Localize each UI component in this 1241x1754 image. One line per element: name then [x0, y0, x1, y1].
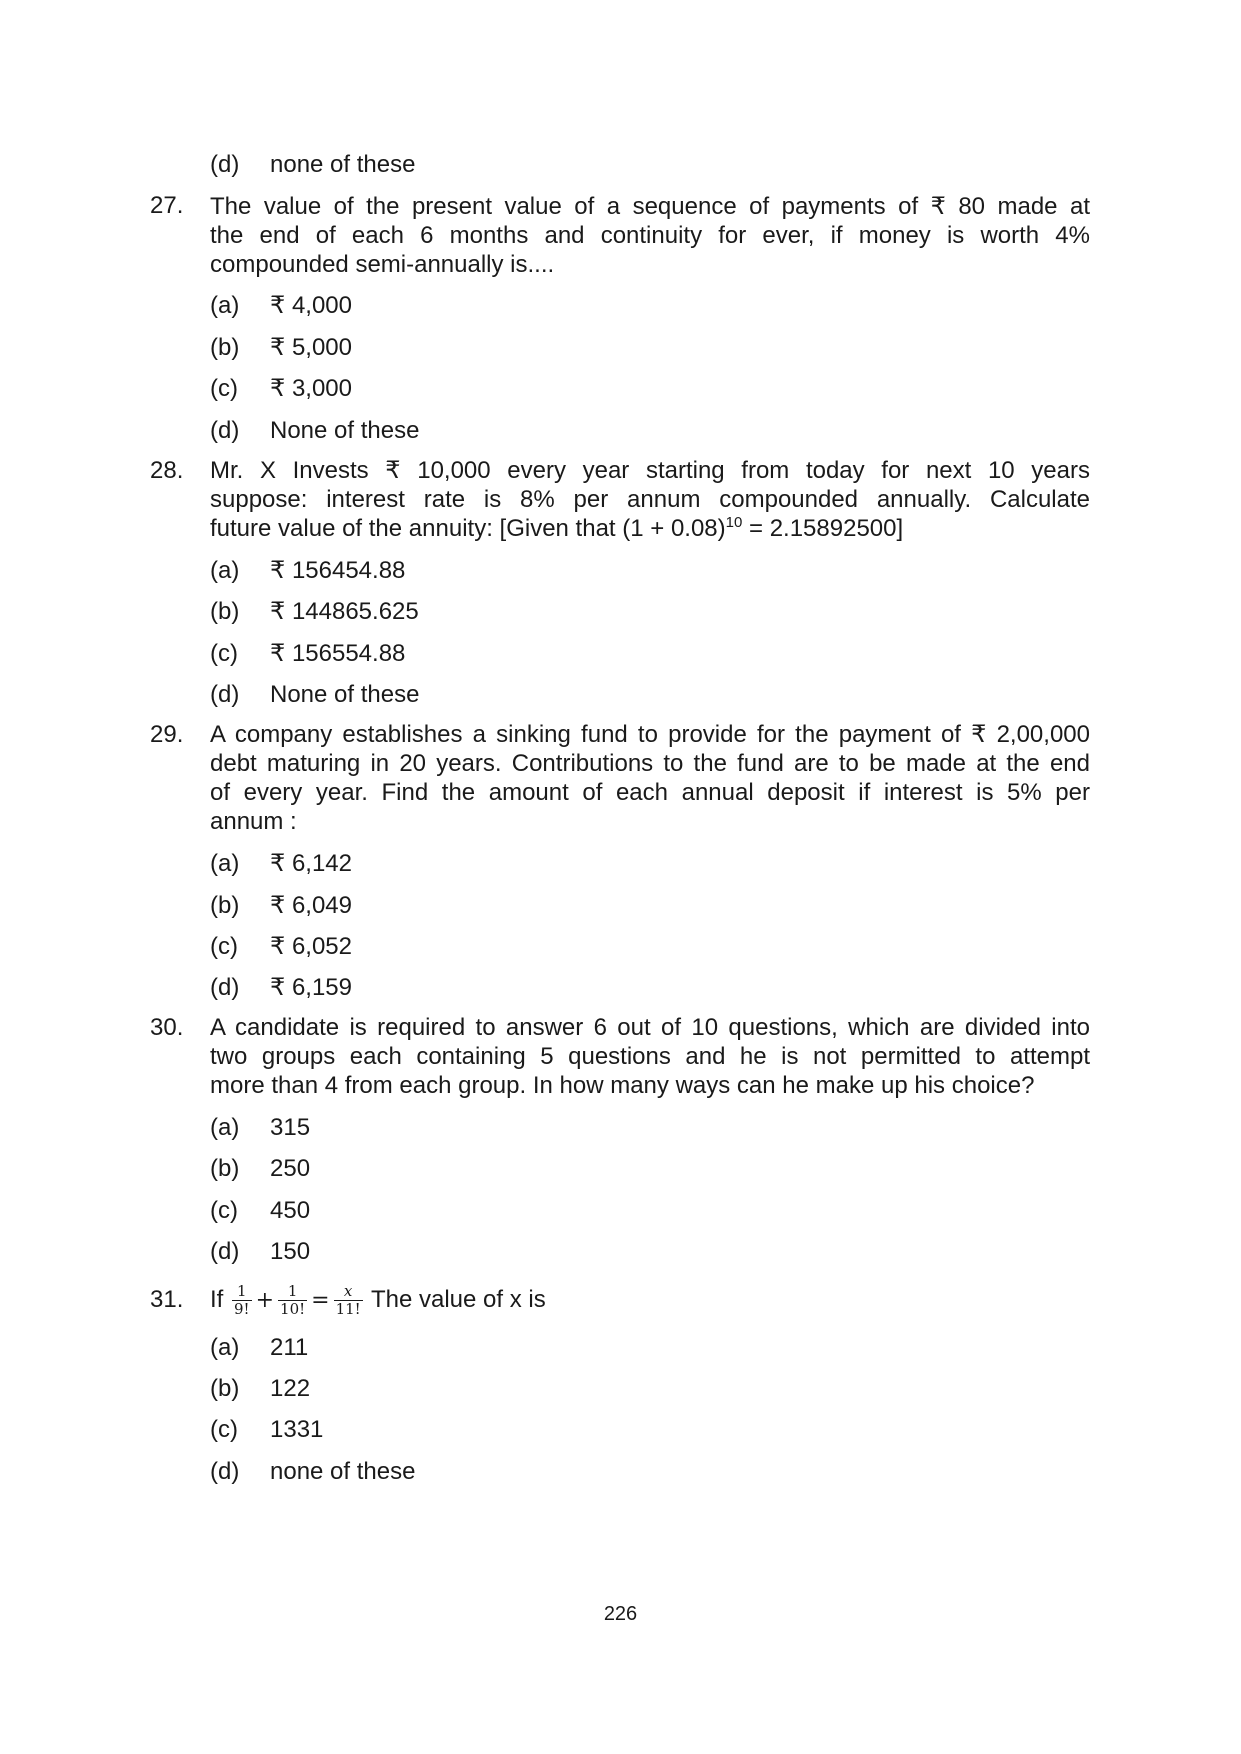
question-line: the end of each 6 months and continuity for ever, if money is worth 4% — [210, 222, 1090, 249]
fraction-denominator: 9! — [234, 1300, 250, 1319]
question-text-28 — [210, 456, 1090, 543]
option-text: ₹ 156454.88 — [270, 557, 406, 584]
question-text-31 — [210, 1276, 546, 1324]
option-label: (a) — [210, 557, 240, 584]
option-label: (d) — [210, 681, 240, 708]
formula-text: future value of the annuity: [Given that (1 + 0.08) — [210, 515, 726, 542]
q30-option-c — [210, 1196, 310, 1226]
question-line: The value of the present value of a sequence of payments of ₹ 80 made at — [210, 193, 1090, 220]
option-label: (d) — [210, 417, 240, 444]
option-text: 150 — [270, 1238, 311, 1265]
question-number-30: 30. — [150, 1014, 184, 1041]
option-label: (c) — [210, 933, 238, 960]
question-line: annum : — [210, 808, 297, 835]
question-line: of every year. Find the amount of each annual deposit if interest is 5% per — [210, 779, 1090, 806]
option-label: (b) — [210, 892, 240, 919]
fraction-numerator: 1 — [278, 1283, 307, 1301]
option-text: ₹ 144865.625 — [270, 598, 419, 625]
q28-option-d — [210, 680, 419, 710]
question-text-27 — [210, 192, 1090, 279]
option-text: ₹ 3,000 — [270, 375, 352, 402]
fraction — [232, 1283, 252, 1318]
q30-option-b — [210, 1154, 310, 1184]
fraction-numerator: x — [334, 1283, 363, 1301]
q30-option-d — [210, 1237, 310, 1267]
option-label: (a) — [210, 1334, 240, 1361]
option-label: (b) — [210, 1155, 240, 1182]
q31-option-a — [210, 1333, 308, 1363]
question-line: A company establishes a sinking fund to provide for the payment of ₹ 2,00,000 — [210, 721, 1090, 748]
question-line: Mr. X Invests ₹ 10,000 every year starting from today for next 10 years — [210, 457, 1090, 484]
q31-option-c — [210, 1415, 323, 1445]
option-text: 250 — [270, 1155, 311, 1182]
option-label: (b) — [210, 334, 240, 361]
question-text-29 — [210, 720, 1090, 836]
option-text: none of these — [270, 151, 416, 178]
fraction — [334, 1283, 363, 1318]
option-text: 1331 — [270, 1416, 324, 1443]
question-text-30 — [210, 1013, 1090, 1100]
question-suffix: The value of x is — [370, 1286, 546, 1313]
question-line: two groups each containing 5 questions and he is not permitted to attempt — [210, 1043, 1090, 1070]
question-line: suppose: interest rate is 8% per annum compounded annually. Calculate — [210, 486, 1090, 513]
page-number: 226 — [603, 1603, 638, 1625]
equals-sign: = — [311, 1287, 330, 1313]
option-text: ₹ 6,049 — [270, 892, 352, 919]
q28-option-a — [210, 556, 405, 586]
q27-option-c — [210, 374, 352, 404]
option-label: (a) — [210, 1114, 240, 1141]
fraction — [278, 1283, 307, 1318]
option-label: (d) — [210, 1238, 240, 1265]
option-text: ₹ 6,159 — [270, 974, 352, 1001]
option-text: None of these — [270, 681, 420, 708]
question-line: compounded semi-annually is.... — [210, 251, 555, 278]
option-text: 315 — [270, 1114, 311, 1141]
option-label: (c) — [210, 1416, 238, 1443]
fraction-denominator: 11! — [335, 1300, 361, 1319]
option-d-prev — [210, 150, 415, 180]
q27-option-d — [210, 416, 419, 446]
question-line: A candidate is required to answer 6 out of 10 questions, which are divided into — [210, 1014, 1090, 1041]
option-text: ₹ 4,000 — [270, 292, 352, 319]
option-text: ₹ 6,142 — [270, 850, 352, 877]
plus-sign: + — [255, 1287, 275, 1313]
option-label: (a) — [210, 850, 240, 877]
q29-option-c — [210, 932, 352, 962]
option-label: (b) — [210, 598, 240, 625]
question-number-29: 29. — [150, 721, 184, 748]
fraction-denominator: 10! — [280, 1300, 306, 1319]
option-text: none of these — [270, 1458, 416, 1485]
question-prefix: If — [210, 1286, 224, 1313]
q28-option-c — [210, 639, 405, 669]
option-text: 450 — [270, 1197, 311, 1224]
question-line: more than 4 from each group. In how many ways can he make up his choice? — [210, 1072, 1035, 1099]
q31-option-d — [210, 1457, 415, 1487]
question-number-31: 31. — [150, 1286, 184, 1313]
q29-option-d — [210, 973, 352, 1003]
question-number-28: 28. — [150, 457, 184, 484]
option-label: (d) — [210, 974, 240, 1001]
q27-option-a — [210, 291, 352, 321]
option-label: (a) — [210, 292, 240, 319]
option-label: (c) — [210, 1197, 238, 1224]
option-label: (d) — [210, 151, 240, 178]
formula-result: = 2.15892500] — [742, 515, 904, 542]
q29-option-b — [210, 891, 352, 921]
q30-option-a — [210, 1113, 310, 1143]
option-label: (b) — [210, 1375, 240, 1402]
option-text: ₹ 5,000 — [270, 334, 352, 361]
question-number-27: 27. — [150, 192, 184, 219]
exponent: 10 — [725, 514, 743, 531]
option-label: (d) — [210, 1458, 240, 1485]
q27-option-b — [210, 333, 352, 363]
fraction-numerator: 1 — [232, 1283, 252, 1301]
q31-option-b — [210, 1374, 310, 1404]
option-text: ₹ 6,052 — [270, 933, 352, 960]
question-line — [210, 514, 1090, 543]
question-line: debt maturing in 20 years. Contributions to the fund are to be made at the end — [210, 750, 1090, 777]
option-label: (c) — [210, 375, 238, 402]
option-label: (c) — [210, 640, 238, 667]
option-text: None of these — [270, 417, 420, 444]
option-text: ₹ 156554.88 — [270, 640, 406, 667]
option-text: 211 — [270, 1334, 309, 1361]
q28-option-b — [210, 597, 419, 627]
option-text: 122 — [270, 1375, 311, 1402]
q29-option-a — [210, 849, 352, 879]
